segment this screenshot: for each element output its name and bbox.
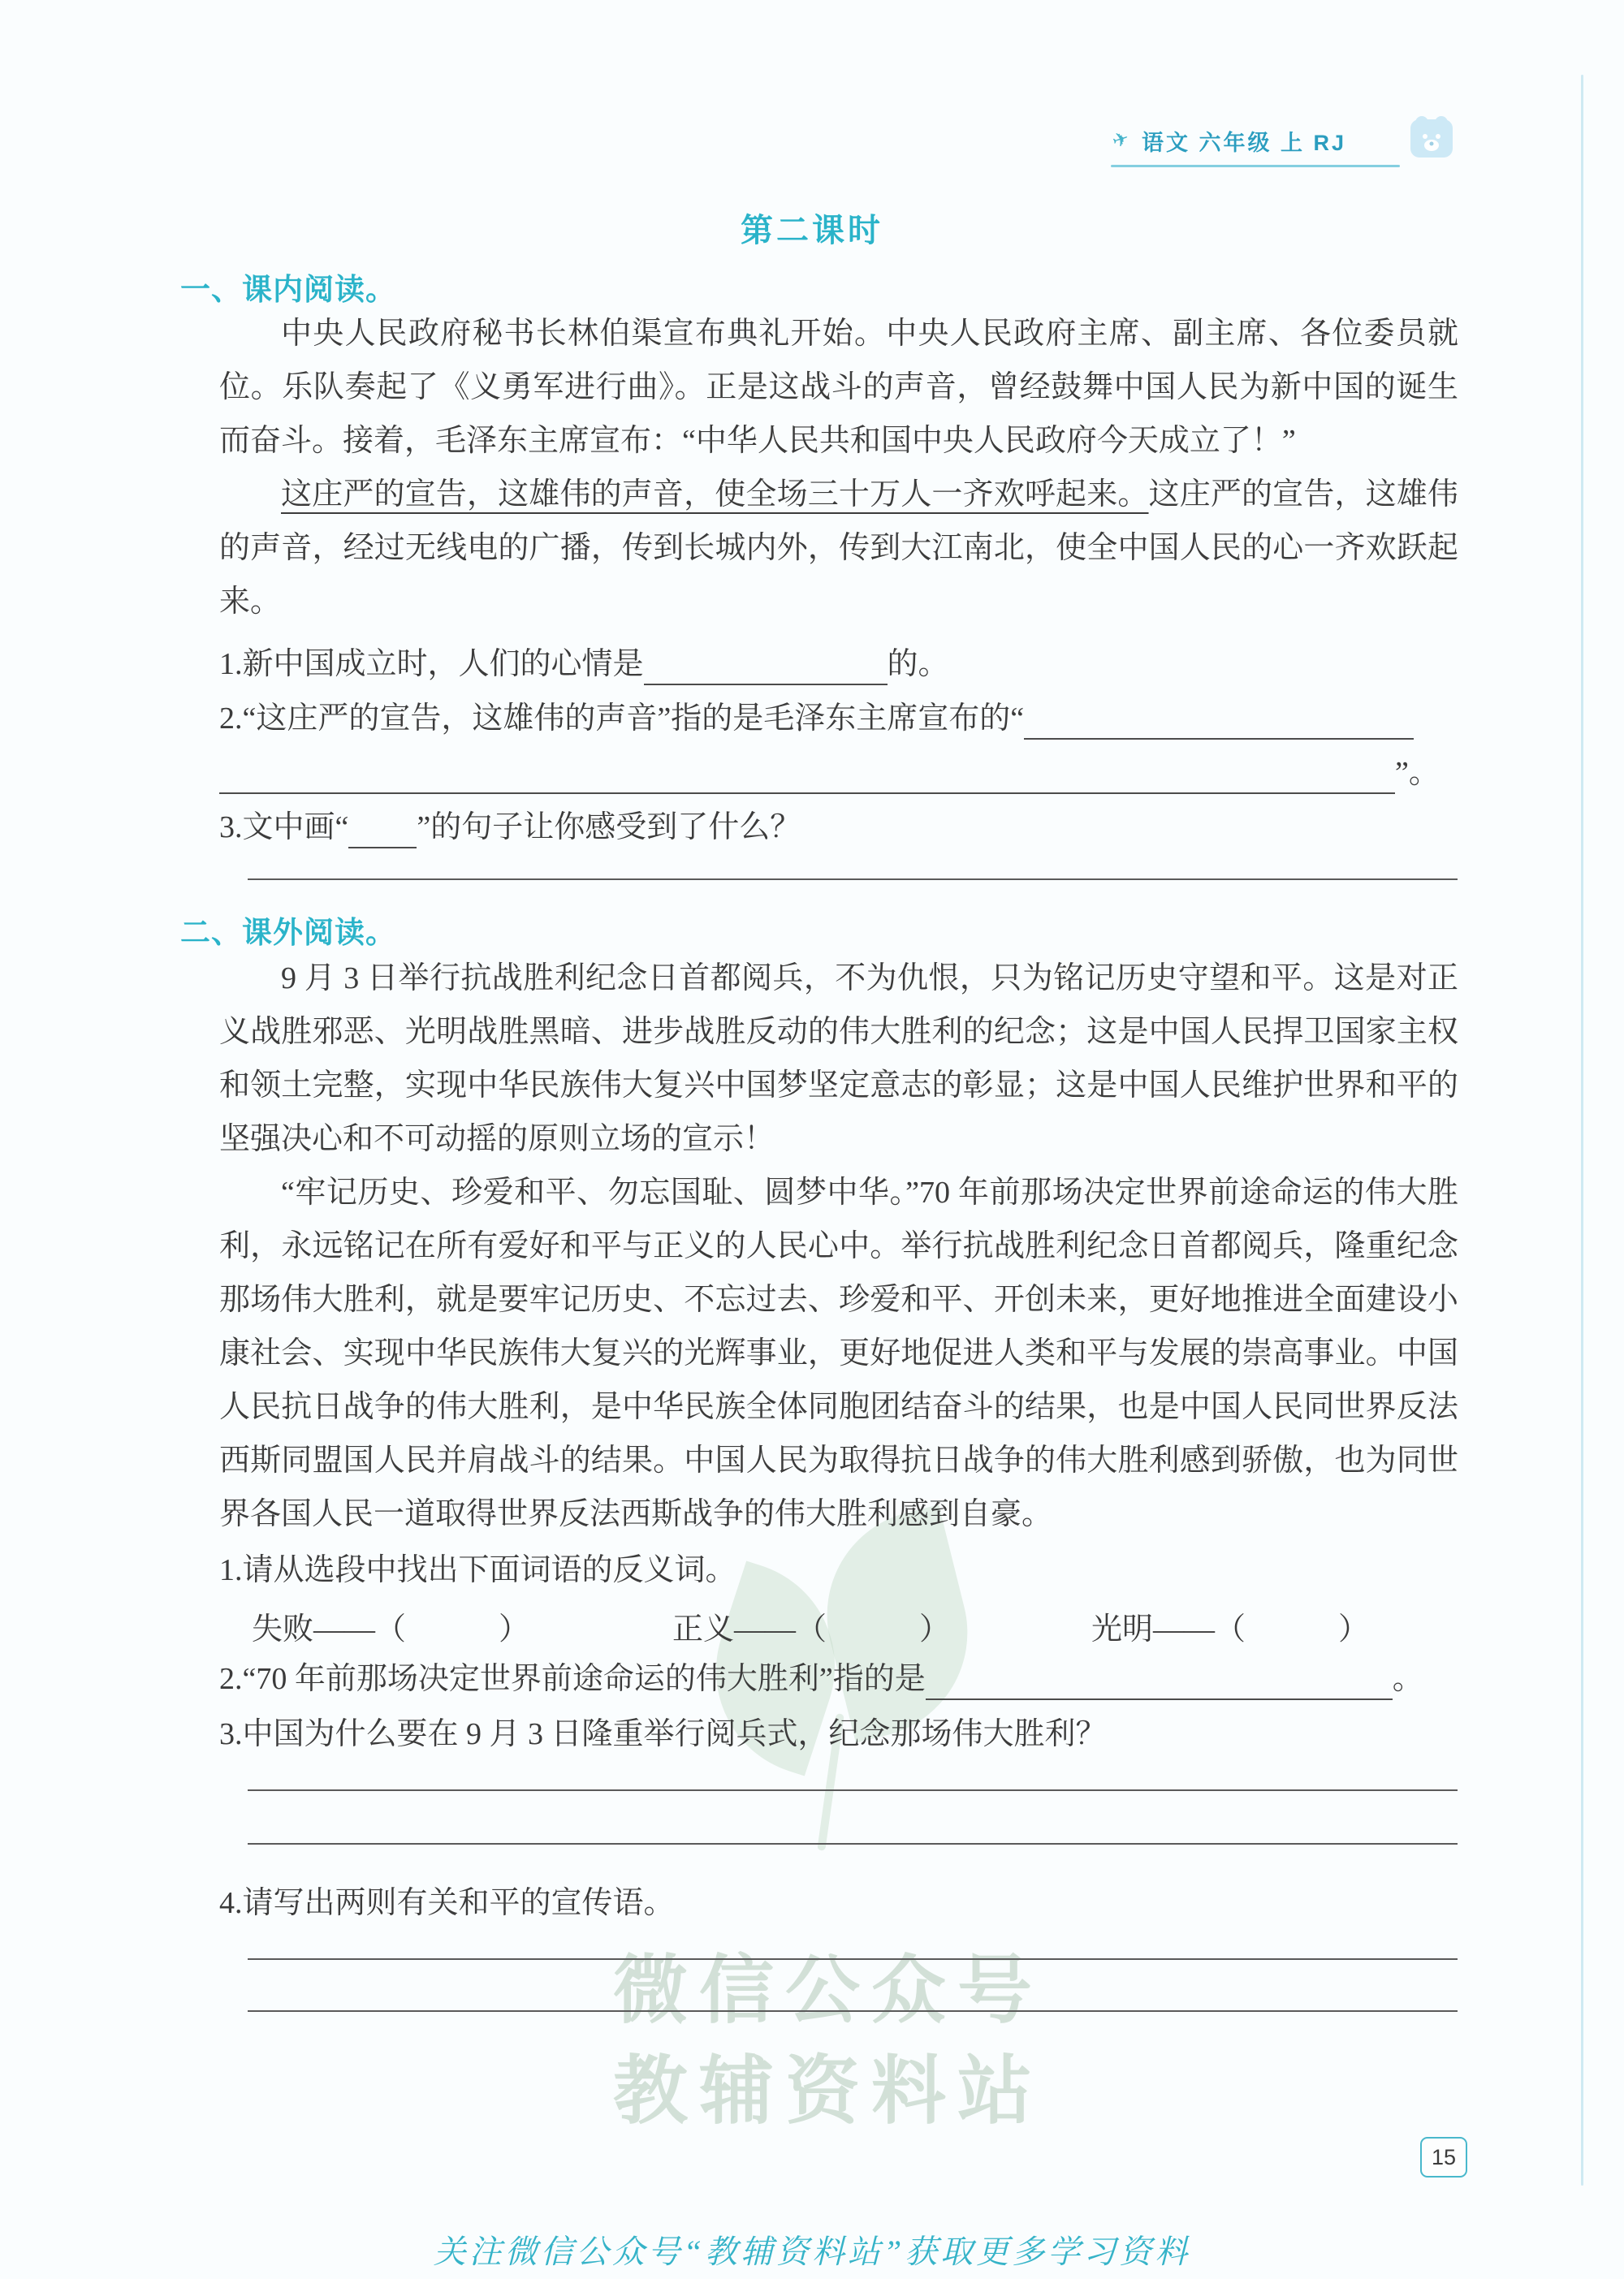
plane-icon: ✈ [1109, 126, 1132, 153]
question-s2-1: 1.请从选段中找出下面词语的反义词。 [219, 1553, 736, 1587]
question-s2-3: 3.中国为什么要在 9 月 3 日隆重举行阅兵式，纪念那场伟大胜利？ [219, 1717, 1107, 1751]
fill-blank [926, 1664, 1393, 1700]
antonym-item-3: 光明——（ ） [1091, 1612, 1370, 1647]
watermark-text-line1: 微信公众号 [612, 1949, 1043, 2032]
answer-line [248, 1843, 1458, 1845]
antonym-item-1: 失败——（ ） [252, 1612, 530, 1647]
section1-paragraph-2-rest: 这庄严的宣告，这雄伟的声音，经过无线电的广播，传到长城内外，传到大江南北，使全中国人民的心一齐欢跃起来。 [219, 477, 1458, 619]
question-s2-2 [219, 1658, 1583, 1700]
section2-passage [219, 952, 1458, 1541]
question-s1-3 [219, 806, 1583, 848]
antonym-item-2: 正义——（ ） [672, 1612, 951, 1647]
section2-paragraph-2: “牢记历史、珍爱和平、勿忘国耻、圆梦中华。”70 年前那场决定世界前途命运的伟大胜利，永远铭记在所有爱好和平与正义的人民心中。举行抗战胜利纪念日首都阅兵，隆重纪念那场伟大胜利，就是要牢记历史、不忘过去、珍爱和平、开创未来，更好地推进全面建设小康社会、实现中华民族伟大复兴的光辉事业，更好地促进人类和平与发展的崇高事业。中国人民抗日战争的伟大胜利，是中华民族全体同胞团结奋斗的结果，也是中国人民同世界反法西斯同盟国人民并肩战斗的结果。中国人民为取得抗日战争的伟大胜利感到骄傲，也为同世界各国人民一道取得世界反法西斯战争的伟大胜利感到自豪。 [219, 1176, 1458, 1531]
header-subject: 语文 六年级 上 RJ [1142, 131, 1347, 155]
answer-line [248, 1958, 1458, 1960]
watermark-text-line2: 教辅资料站 [612, 2050, 1043, 2133]
question-s1-1 [219, 643, 1583, 685]
fill-blank [1024, 704, 1414, 740]
fill-blank [219, 758, 1395, 794]
fill-blank [644, 650, 888, 685]
question-text: 。 [1392, 1662, 1423, 1696]
section1-paragraph-2 [219, 468, 1458, 628]
page-frame-line [1581, 75, 1583, 2186]
section1-heading: 一、课内阅读。 [180, 273, 396, 306]
question-text: 3.文中画“ [219, 810, 349, 844]
question-s1-2-line2 [219, 752, 1583, 794]
question-text: 2.“这庄严的宣告，这雄伟的声音”指的是毛泽东主席宣布的“ [219, 701, 1025, 736]
section2-paragraph-1: 9 月 3 日举行抗战胜利纪念日首都阅兵，不为仇恨，只为铭记历史守望和平。这是对正义战胜邪恶、光明战胜黑暗、进步战胜反动的伟大胜利的纪念；这是中国人民捍卫国家主权和领土完整，实现中华民族伟大复兴中国梦坚定意志的彰显；这是中国人民维护世界和平的坚强决心和不可动摇的原则立场的宣示！ [219, 961, 1458, 1156]
page-number-badge: 15 [1420, 2137, 1467, 2178]
question-text: ”的句子让你感受到了什么？ [417, 810, 801, 844]
underlined-sentence: 这庄严的宣告，这雄伟的声音，使全场三十万人一齐欢呼起来。 [281, 477, 1149, 511]
question-s1-2-line1 [219, 697, 1583, 740]
question-text: 的。 [887, 647, 949, 681]
section2-heading: 二、课外阅读。 [180, 916, 396, 949]
section1-paragraph-1: 中央人民政府秘书长林伯渠宣布典礼开始。中央人民政府主席、副主席、各位委员就位。乐队奏起了《义勇军进行曲》。正是这战斗的声音，曾经鼓舞中国人民为新中国的诞生而奋斗。接着，毛泽东主席宣布：“中华人民共和国中央人民政府今天成立了！” [219, 317, 1458, 458]
promo-text: 关注微信公众号“教辅资料站”获取更多学习资料 [433, 2234, 1191, 2270]
answer-line [248, 878, 1458, 880]
question-s2-4: 4.请写出两则有关和平的宣传语。 [219, 1886, 675, 1920]
fill-blank [348, 813, 417, 848]
question-text: ”。 [1395, 756, 1440, 790]
page-title: 第二课时 [741, 213, 883, 248]
question-text: 2.“70 年前那场决定世界前途命运的伟大胜利”指的是 [219, 1662, 926, 1696]
section1-passage [219, 307, 1458, 628]
question-text: 1.新中国成立时，人们的心情是 [219, 647, 644, 681]
answer-line [248, 1789, 1458, 1791]
header-divider [1111, 165, 1400, 167]
bear-icon [1409, 114, 1454, 159]
answer-line [248, 2010, 1458, 2012]
